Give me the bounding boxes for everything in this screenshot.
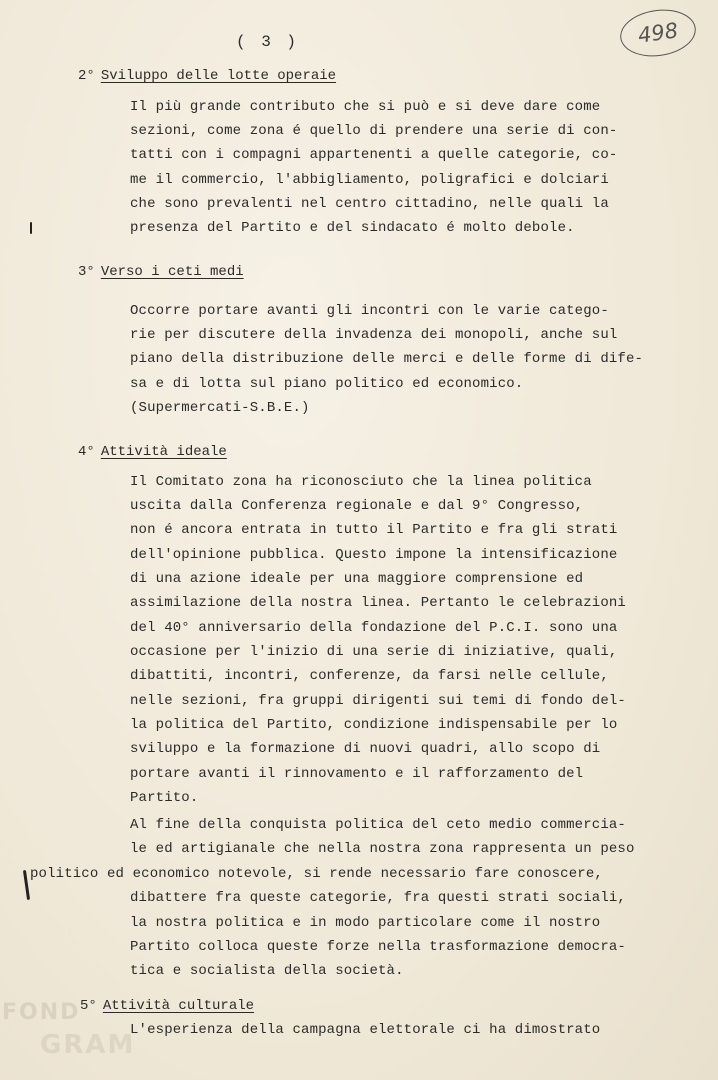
section-3-number: 3° bbox=[78, 264, 95, 280]
section-4-line: Partito colloca queste forze nella trasformazione democra- bbox=[130, 939, 626, 955]
section-5-line: L'esperienza della campagna elettorale ci ha dimostrato bbox=[130, 1022, 601, 1038]
section-4-line: sviluppo e la formazione di nuovi quadri, allo scopo di bbox=[130, 741, 601, 757]
section-3-line: (Supermercati-S.B.E.) bbox=[130, 400, 310, 416]
section-2-line: tatti con i compagni appartenenti a quelle categorie, co- bbox=[130, 147, 618, 163]
section-3-line: Occorre portare avanti gli incontri con le varie catego- bbox=[130, 303, 609, 319]
section-5-number: 5° bbox=[80, 998, 97, 1014]
section-4-line: Partito. bbox=[130, 790, 199, 806]
archive-stamp: 498 bbox=[617, 5, 699, 61]
section-4-line: dibattere fra queste categorie, fra questi strati sociali, bbox=[130, 890, 626, 906]
section-4-line: nelle sezioni, fra gruppi dirigenti sui temi di fondo del- bbox=[130, 693, 626, 709]
section-4-line: la nostra politica e in modo particolare come il nostro bbox=[130, 915, 601, 931]
section-4-line: politico ed economico notevole, si rende necessario fare conoscere, bbox=[30, 866, 603, 882]
section-3-line: rie per discutere della invadenza dei monopoli, anche sul bbox=[130, 327, 618, 343]
section-4-line: Il Comitato zona ha riconosciuto che la linea politica bbox=[130, 474, 592, 490]
section-4-line: uscita dalla Conferenza regionale e dal 9° Congresso, bbox=[130, 498, 584, 514]
section-2-heading bbox=[78, 68, 336, 84]
section-2-line: sezioni, come zona é quello di prendere una serie di con- bbox=[130, 123, 618, 139]
watermark: FOND bbox=[2, 1000, 81, 1025]
section-5-title: Attività culturale bbox=[102, 998, 255, 1014]
section-4-line: del 40° anniversario della fondazione del P.C.I. sono una bbox=[130, 620, 618, 636]
section-4-line: la politica del Partito, condizione indispensabile per lo bbox=[130, 717, 618, 733]
section-4-line: dell'opinione pubblica. Questo impone la intensificazione bbox=[130, 547, 618, 563]
section-4-line: le ed artigianale che nella nostra zona rappresenta un peso bbox=[130, 841, 635, 857]
section-4-number: 4° bbox=[78, 444, 95, 460]
section-2-line: presenza del Partito e del sindacato é molto debole. bbox=[130, 220, 575, 236]
section-4-line: Al fine della conquista politica del ceto medio commercia- bbox=[130, 817, 626, 833]
section-4-line: dibattiti, incontri, conferenze, da farsi nelle cellule, bbox=[130, 668, 609, 684]
section-4-line: di una azione ideale per una maggiore comprensione ed bbox=[130, 571, 584, 587]
section-4-heading bbox=[78, 444, 227, 460]
section-4-line: tica e socialista della società. bbox=[130, 963, 404, 979]
section-3-title: Verso i ceti medi bbox=[100, 264, 244, 280]
margin-mark bbox=[23, 870, 30, 900]
section-2-line: Il più grande contributo che si può e si deve dare come bbox=[130, 99, 601, 115]
section-4-title: Attività ideale bbox=[100, 444, 227, 460]
section-3-line: piano della distribuzione delle merci e delle forme di dife- bbox=[130, 351, 644, 367]
section-3-heading bbox=[78, 264, 244, 280]
page-number: ( 3 ) bbox=[235, 33, 299, 51]
section-2-line: che sono prevalenti nel centro cittadino, nelle quali la bbox=[130, 196, 609, 212]
section-4-line: assimilazione della nostra linea. Pertanto le celebrazioni bbox=[130, 595, 626, 611]
section-4-line: occasione per l'inizio di una serie di iniziative, quali, bbox=[130, 644, 618, 660]
section-3-line: sa e di lotta sul piano politico ed economico. bbox=[130, 376, 524, 392]
section-2-title: Sviluppo delle lotte operaie bbox=[100, 68, 337, 84]
section-2-line: me il commercio, l'abbigliamento, poligrafici e dolciari bbox=[130, 172, 609, 188]
margin-mark bbox=[30, 222, 32, 234]
section-5-heading bbox=[80, 998, 254, 1014]
watermark: GRAM bbox=[40, 1030, 136, 1060]
section-2-number: 2° bbox=[78, 68, 95, 84]
section-4-line: portare avanti il rinnovamento e il rafforzamento del bbox=[130, 766, 584, 782]
section-4-line: non é ancora entrata in tutto il Partito e fra gli strati bbox=[130, 522, 618, 538]
